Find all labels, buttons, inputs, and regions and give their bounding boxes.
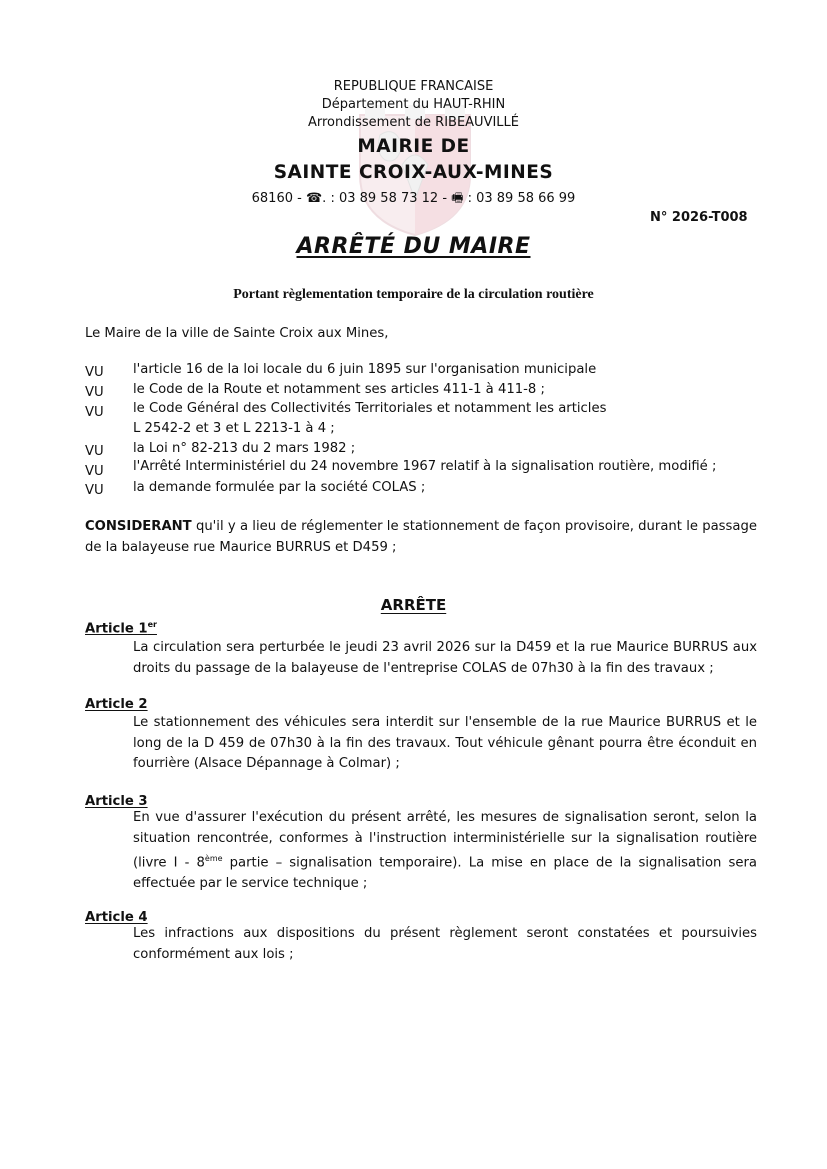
arrete-heading: ARRÊTE xyxy=(380,596,447,614)
vu-label: VU xyxy=(85,385,104,400)
article-1-heading xyxy=(85,620,157,636)
vu-label: VU xyxy=(85,365,104,380)
document-title: ARRÊTÉ DU MAIRE xyxy=(296,234,531,259)
vu-text-continued: L 2542-2 et 3 et L 2213-1 à 4 ; xyxy=(133,421,335,436)
mairie-title-line1: MAIRIE DE xyxy=(357,136,470,157)
vu-label: VU xyxy=(85,464,104,479)
article-3-heading: Article 3 xyxy=(85,794,148,809)
vu-text: la demande formulée par la société COLAS ; xyxy=(133,480,426,495)
considerant-paragraph xyxy=(85,516,757,558)
article-4-heading: Article 4 xyxy=(85,910,148,925)
vu-text: la Loi n° 82-213 du 2 mars 1982 ; xyxy=(133,441,356,456)
vu-text: le Code Général des Collectivités Territoriales et notamment les articles xyxy=(133,401,607,416)
mairie-title-line2: SAINTE CROIX-AUX-MINES xyxy=(273,162,554,183)
article-4-text: Les infractions aux dispositions du présent règlement seront constatées et poursuivies conformément aux lois ; xyxy=(133,926,757,962)
reference-number: N° 2026-T008 xyxy=(650,210,748,225)
header-republique: REPUBLIQUE FRANCAISE xyxy=(333,79,494,94)
considerant-label: CONSIDERANT xyxy=(85,519,192,534)
article-label-sup: er xyxy=(147,620,157,629)
article-3-text-a: En vue d'assurer l'exécution du présent arrêté, les mesures de signalisation seront, selon la situation rencontrée, conformes à l'instruction interministérielle sur la signalisation routière (livre I - 8 xyxy=(133,810,757,871)
phone-number: : 03 89 58 73 12 - xyxy=(330,191,448,206)
header-arrondissement: Arrondissement de RIBEAUVILLÉ xyxy=(307,115,519,130)
article-3-text xyxy=(133,808,757,894)
postal-code: 68160 - xyxy=(251,191,302,206)
document-subtitle: Portant règlementation temporaire de la circulation routière xyxy=(233,287,594,302)
vu-text: l'article 16 de la loi locale du 6 juin 1895 sur l'organisation municipale xyxy=(133,362,597,377)
article-label: Article 1 xyxy=(85,621,148,637)
vu-label: VU xyxy=(85,444,104,459)
vu-label: VU xyxy=(85,405,104,420)
intro-text: Le Maire de la ville de Sainte Croix aux Mines, xyxy=(85,326,389,341)
vu-label: VU xyxy=(85,483,104,498)
vu-text: l'Arrêté Interministériel du 24 novembre 1967 relatif à la signalisation routière, modifié ; xyxy=(133,459,717,474)
considerant-text: qu'il y a lieu de réglementer le stationnement de façon provisoire, durant le passage de la balayeuse rue Maurice BURRUS et D459 ; xyxy=(85,519,757,555)
article-3-text-sup: ème xyxy=(204,854,223,863)
telephone-icon: ☎. xyxy=(305,191,327,206)
article-2-text: Le stationnement des véhicules sera interdit sur l'ensemble de la rue Maurice BURRUS et le long de la D 459 de 07h30 à la fin des travaux. Tout véhicule gênant pourra être éconduit en fourrière (Alsace Dépannage à Colmar) ; xyxy=(133,715,757,771)
article-1-text: La circulation sera perturbée le jeudi 23 avril 2026 sur la D459 et la rue Maurice BURRUS aux droits du passage de la balayeuse de l'entreprise COLAS de 07h30 à la fin des travaux ; xyxy=(133,640,757,676)
article-3-text-b: partie – signalisation temporaire). La mise en place de la signalisation sera effectuée par le service technique ; xyxy=(133,855,757,891)
contact-line xyxy=(0,189,827,211)
fax-icon: 🖷 xyxy=(451,191,464,206)
fax-number: : 03 89 58 66 99 xyxy=(467,191,576,206)
article-2-heading: Article 2 xyxy=(85,697,148,712)
header-departement: Département du HAUT-RHIN xyxy=(321,97,506,112)
vu-text: le Code de la Route et notamment ses articles 411-1 à 411-8 ; xyxy=(133,382,545,397)
